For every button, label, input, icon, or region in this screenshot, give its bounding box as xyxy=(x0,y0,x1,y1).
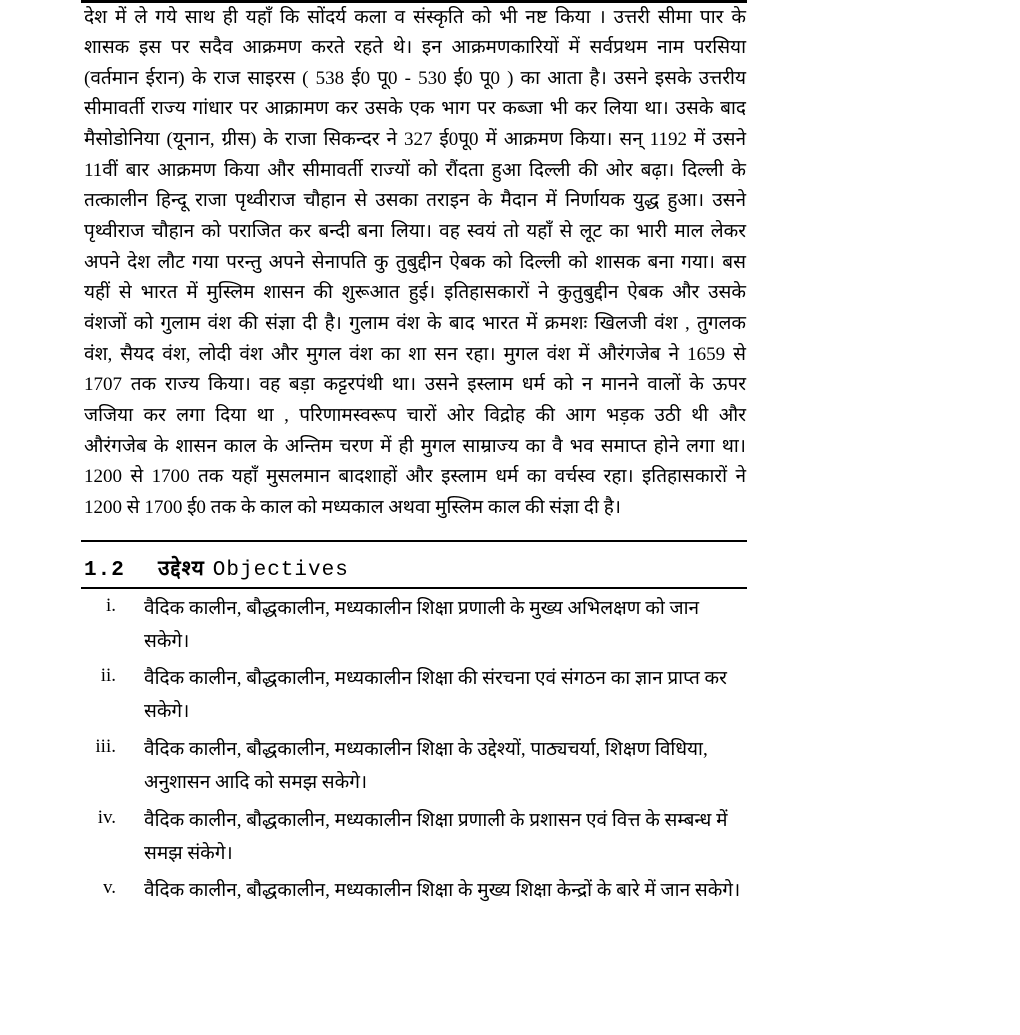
paragraph-line: 11वीं बार आक्रमण किया और सीमावर्ती राज्यों को रौंदता हुआ दिल्ली की ओर बढ़ा। दिल्ली के xyxy=(84,160,746,181)
paragraph-line: अपने देश लौट गया परन्तु अपने सेनापति कु तुबुद्दीन ऐबक को दिल्ली को शासक बना गया। बस xyxy=(84,252,746,273)
paragraph-line: (वर्तमान ईरान) के राज साइरस ( 538 ई0 पू0 - 530 ई0 पू0 ) का आता है। उसने इसके उत्तरीय xyxy=(84,68,746,89)
paragraph-line: 1200 से 1700 ई0 तक के काल को मध्यकाल अथवा मुस्लिम काल की संज्ञा दी है। xyxy=(84,497,621,518)
paragraph-line: 1707 तक राज्य किया। वह बड़ा कट्टरपंथी था। उसने इस्लाम धर्म को न मानने वालों के ऊपर xyxy=(84,374,746,395)
objective-text: वैदिक कालीन, बौद्धकालीन, मध्यकालीन शिक्षा प्रणाली के प्रशासन एवं वित्त के सम्बन्ध में समझ संकेगे। xyxy=(144,810,728,864)
objective-number: ii. xyxy=(100,665,116,686)
section-title-english: Objectives xyxy=(212,559,349,582)
objective-number: iv. xyxy=(97,807,116,828)
paragraph-line: शासक इस पर सदैव आक्रमण करते रहते थे। इन आक्रमणकारियों में सर्वप्रथम नाम परसिया xyxy=(84,37,746,58)
paragraph-line: 1200 से 1700 तक यहाँ मुसलमान बादशाहों और इस्लाम धर्म का वर्चस्व रहा। इतिहासकारों ने xyxy=(84,466,746,487)
paragraph-line: यहीं से भारत में मुस्लिम शासन की शुरूआत हुई। इतिहासकारों ने कुतुबुद्दीन ऐबक और उसके xyxy=(84,282,746,303)
section-title-hindi: उद्देश्य xyxy=(158,556,205,580)
objective-number: iii. xyxy=(95,736,116,757)
objective-text: वैदिक कालीन, बौद्धकालीन, मध्यकालीन शिक्षा प्रणाली के मुख्य अभिलक्षण को जान सकेगे। xyxy=(144,598,700,652)
paragraph-line: सीमावर्ती राज्य गांधार पर आक्रामण कर उसके एक भाग पर कब्जा भी कर लिया था। उसके बाद xyxy=(84,98,746,119)
paragraph-line: पृथ्वीराज चौहान को पराजित कर बन्दी बना लिया। वह स्वयं तो यहाँ से लूट का भारी माल लेकर xyxy=(84,221,746,242)
top-rule xyxy=(81,0,747,3)
paragraph-line: वंशजों को गुलाम वंश की संज्ञा दी है। गुलाम वंश के बाद भारत में क्रमशः खिलजी वंश , तुगलक xyxy=(84,313,746,334)
section-bottom-rule xyxy=(81,587,747,589)
objective-text: वैदिक कालीन, बौद्धकालीन, मध्यकालीन शिक्षा की संरचना एवं संगठन का ज्ञान प्राप्त कर सकेगे। xyxy=(144,668,727,722)
objective-text: वैदिक कालीन, बौद्धकालीन, मध्यकालीन शिक्षा के उद्देश्यों, पाठ्यचर्या, शिक्षण विधिया, अनुशासन आदि को समझ सकेगे। xyxy=(144,739,708,793)
paragraph-line: वंश, सैयद वंश, लोदी वंश और मुगल वंश का शा सन रहा। मुगल वंश में औरंगजेब ने 1659 से xyxy=(84,344,746,365)
section-heading xyxy=(84,554,349,582)
paragraph-line: मैसोडोनिया (यूनान, ग्रीस) के राजा सिकन्दर ने 327 ई0पू0 में आक्रमण किया। सन् 1192 में उसने xyxy=(84,129,746,150)
objective-number: i. xyxy=(105,595,116,616)
section-top-rule xyxy=(81,540,747,542)
paragraph-line: औरंगजेब के शासन काल के अन्तिम चरण में ही मुगल साम्राज्य का वै भव समाप्त होने लगा था। xyxy=(84,436,746,457)
objective-text: वैदिक कालीन, बौद्धकालीन, मध्यकालीन शिक्षा के मुख्य शिक्षा केन्द्रों के बारे में जान सकेगे। xyxy=(144,880,741,901)
paragraph-line: जजिया कर लगा दिया था , परिणामस्वरूप चारों ओर विद्रोह की आग भड़क उठी थी और xyxy=(84,405,746,426)
paragraph-line: देश में ले गये साथ ही यहाँ कि सोंदर्य कला व संस्कृति को भी नष्ट किया । उत्तरी सीमा पार के xyxy=(84,7,746,28)
section-number: 1.2 xyxy=(84,559,125,582)
paragraph-line: तत्कालीन हिन्दू राजा पृथ्वीराज चौहान से उसका तराइन के मैदान में निर्णायक युद्ध हुआ। उसने xyxy=(84,190,746,211)
objective-number: v. xyxy=(102,877,116,898)
